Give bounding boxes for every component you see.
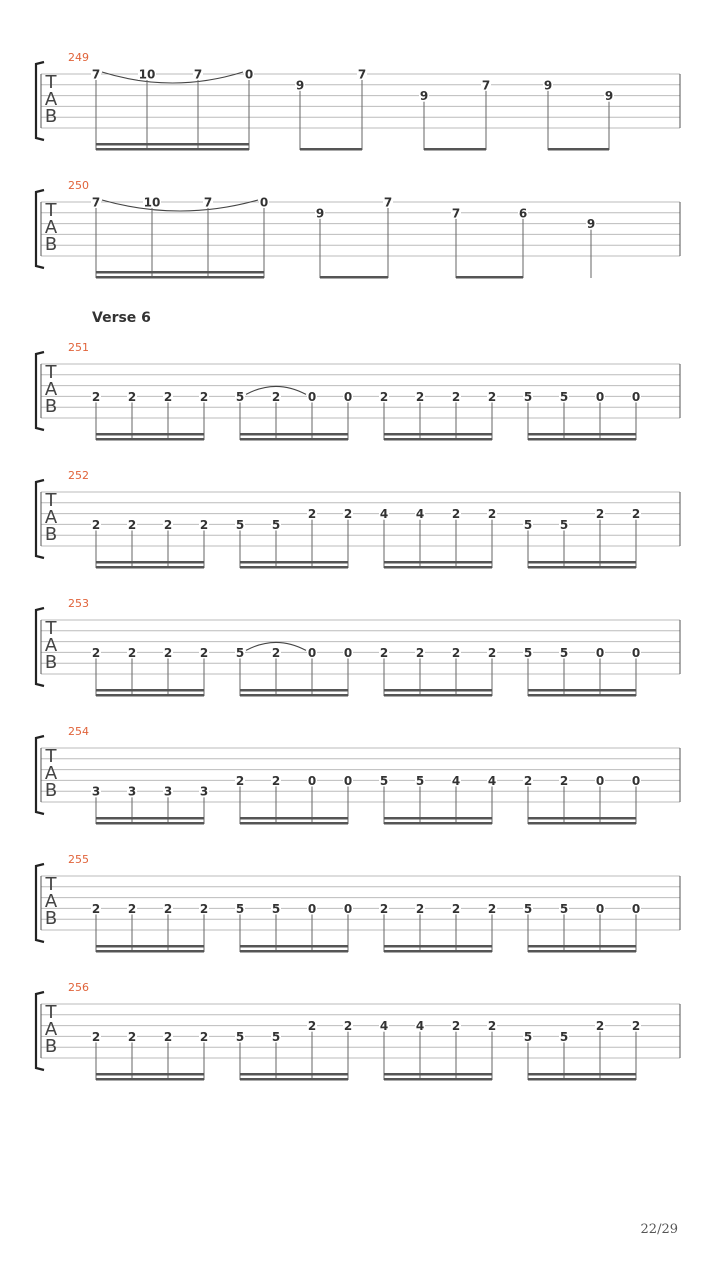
measure-number: 249 [68,51,89,64]
beam [96,1073,204,1076]
fret-number: 2 [91,1029,101,1044]
fret-number: 0 [343,901,353,916]
beam [96,561,204,564]
beam [96,694,204,697]
fret-number: 5 [235,1029,245,1044]
beam [240,1073,348,1076]
beam [240,817,348,820]
beam [548,148,609,151]
fret-number: 0 [307,389,317,404]
fret-number: 2 [379,389,389,404]
beam [528,561,636,564]
fret-number: 3 [163,784,173,799]
tab-clef-letter: A [44,89,58,110]
fret-number: 5 [559,645,569,660]
fret-number: 7 [481,78,491,93]
section-label: Verse 6 [92,310,151,326]
fret-number: 2 [127,517,137,532]
beam [384,1078,492,1081]
beam [240,438,348,441]
fret-number: 2 [451,389,461,404]
fret-number: 4 [415,1019,425,1034]
tab-clef-letter: T [45,746,57,767]
tab-clef-letter: A [44,379,58,400]
fret-number: 0 [595,773,605,788]
fret-number: 7 [383,195,393,210]
beam [384,561,492,564]
beam [528,433,636,436]
fret-number: 2 [199,1029,209,1044]
beam [528,1078,636,1081]
tab-clef-letter: B [44,1036,58,1057]
fret-number: 2 [91,389,101,404]
fret-number: 5 [415,773,425,788]
fret-number: 2 [271,773,281,788]
tab-clef-letter: B [44,396,58,417]
fret-number: 5 [559,901,569,916]
fret-number: 7 [357,67,367,82]
measure-number: 253 [68,597,89,610]
beam [528,817,636,820]
tab-clef-letter: T [45,874,57,895]
fret-number: 2 [199,645,209,660]
fret-number: 2 [91,517,101,532]
tab-clef-letter: A [44,507,58,528]
fret-number: 5 [271,517,281,532]
fret-number: 2 [487,507,497,522]
fret-number: 0 [307,773,317,788]
fret-number: 7 [193,67,203,82]
fret-number: 2 [163,389,173,404]
fret-number: 5 [523,517,533,532]
beam [528,694,636,697]
beam [528,950,636,953]
page-number: 22/29 [640,1222,678,1237]
fret-number: 5 [235,517,245,532]
fret-number: 4 [415,507,425,522]
fret-number: 2 [91,901,101,916]
tab-clef-letter: A [44,1019,58,1040]
fret-number: 2 [631,1019,641,1034]
fret-number: 9 [543,78,553,93]
fret-number: 2 [307,507,317,522]
measure-number: 254 [68,725,89,738]
fret-number: 4 [487,773,497,788]
fret-number: 5 [235,645,245,660]
tab-clef-letter: A [44,217,58,238]
fret-number: 2 [523,773,533,788]
fret-number: 2 [307,1019,317,1034]
tab-clef-letter: A [44,891,58,912]
fret-number: 2 [487,389,497,404]
fret-number: 3 [127,784,137,799]
beam [240,950,348,953]
tab-clef-letter: T [45,490,57,511]
fret-number: 10 [138,67,156,82]
beam [240,561,348,564]
fret-number: 2 [415,645,425,660]
beam [240,433,348,436]
fret-number: 2 [127,389,137,404]
tab-clef-letter: T [45,618,57,639]
beam [240,566,348,569]
beam [424,148,486,151]
beam [384,822,492,825]
fret-number: 5 [523,645,533,660]
fret-number: 2 [487,1019,497,1034]
beam [384,1073,492,1076]
beam [96,438,204,441]
fret-number: 2 [271,645,281,660]
beam [384,950,492,953]
fret-number: 2 [163,517,173,532]
beam [320,276,388,279]
beam [384,945,492,948]
beam [528,822,636,825]
beam [384,566,492,569]
fret-number: 0 [259,195,269,210]
fret-number: 2 [163,645,173,660]
beam [528,689,636,692]
measure-number: 250 [68,179,89,192]
beam [240,945,348,948]
fret-number: 0 [244,67,254,82]
measure-number: 252 [68,469,89,482]
beam [96,276,264,279]
tab-clef-letter: B [44,780,58,801]
fret-number: 0 [343,645,353,660]
fret-number: 9 [604,89,614,104]
beam [96,822,204,825]
fret-number: 5 [271,1029,281,1044]
fret-number: 7 [451,206,461,221]
fret-number: 10 [143,195,161,210]
fret-number: 0 [343,389,353,404]
beam [96,566,204,569]
fret-number: 2 [451,901,461,916]
fret-number: 7 [91,67,101,82]
fret-number: 2 [487,901,497,916]
beam [96,945,204,948]
fret-number: 2 [451,645,461,660]
fret-number: 6 [518,206,528,221]
beam [528,945,636,948]
beam [528,566,636,569]
measure-number: 255 [68,853,89,866]
tab-clef-letter: B [44,524,58,545]
fret-number: 0 [307,645,317,660]
fret-number: 2 [595,1019,605,1034]
fret-number: 0 [595,389,605,404]
beam [96,433,204,436]
beam [96,817,204,820]
fret-number: 0 [595,645,605,660]
fret-number: 3 [199,784,209,799]
fret-number: 2 [451,1019,461,1034]
fret-number: 2 [379,901,389,916]
measure-number: 256 [68,981,89,994]
fret-number: 0 [631,645,641,660]
fret-number: 2 [127,901,137,916]
beam [528,438,636,441]
beam [384,438,492,441]
beam [384,689,492,692]
fret-number: 5 [235,389,245,404]
fret-number: 2 [163,901,173,916]
beam [240,694,348,697]
fret-number: 2 [451,507,461,522]
fret-number: 9 [315,206,325,221]
beam [300,148,362,151]
beam [96,143,249,146]
fret-number: 9 [295,78,305,93]
beam [384,694,492,697]
beam [456,276,523,279]
fret-number: 5 [379,773,389,788]
fret-number: 2 [343,1019,353,1034]
fret-number: 2 [199,901,209,916]
fret-number: 5 [523,1029,533,1044]
fret-number: 2 [199,517,209,532]
fret-number: 2 [235,773,245,788]
beam [96,1078,204,1081]
fret-number: 9 [586,217,596,232]
beam [384,817,492,820]
fret-number: 2 [91,645,101,660]
fret-number: 5 [559,389,569,404]
beam [96,271,264,274]
tab-clef-letter: B [44,908,58,929]
fret-number: 0 [631,901,641,916]
fret-number: 2 [595,507,605,522]
tab-clef-letter: T [45,362,57,383]
beam [96,950,204,953]
fret-number: 5 [271,901,281,916]
fret-number: 5 [235,901,245,916]
fret-number: 2 [379,645,389,660]
fret-number: 9 [419,89,429,104]
tab-clef-letter: A [44,763,58,784]
tab-clef-letter: B [44,652,58,673]
tab-clef-letter: T [45,72,57,93]
fret-number: 3 [91,784,101,799]
beam [96,148,249,151]
fret-number: 2 [127,1029,137,1044]
fret-number: 2 [271,389,281,404]
tab-clef-letter: T [45,200,57,221]
beam [528,1073,636,1076]
beam [240,1078,348,1081]
tab-clef-letter: T [45,1002,57,1023]
fret-number: 7 [203,195,213,210]
fret-number: 5 [523,901,533,916]
fret-number: 2 [163,1029,173,1044]
fret-number: 0 [343,773,353,788]
fret-number: 2 [415,389,425,404]
fret-number: 2 [415,901,425,916]
fret-number: 5 [523,389,533,404]
fret-number: 2 [487,645,497,660]
tab-clef-letter: B [44,106,58,127]
fret-number: 5 [559,517,569,532]
beam [96,689,204,692]
beam [240,689,348,692]
beam [240,822,348,825]
fret-number: 7 [91,195,101,210]
fret-number: 4 [379,1019,389,1034]
fret-number: 5 [559,1029,569,1044]
tab-clef-letter: B [44,234,58,255]
fret-number: 2 [343,507,353,522]
measure-number: 251 [68,341,89,354]
fret-number: 0 [307,901,317,916]
fret-number: 0 [595,901,605,916]
beam [384,433,492,436]
fret-number: 2 [127,645,137,660]
fret-number: 2 [199,389,209,404]
fret-number: 2 [559,773,569,788]
fret-number: 0 [631,389,641,404]
fret-number: 0 [631,773,641,788]
fret-number: 4 [451,773,461,788]
fret-number: 4 [379,507,389,522]
tab-clef-letter: A [44,635,58,656]
fret-number: 2 [631,507,641,522]
